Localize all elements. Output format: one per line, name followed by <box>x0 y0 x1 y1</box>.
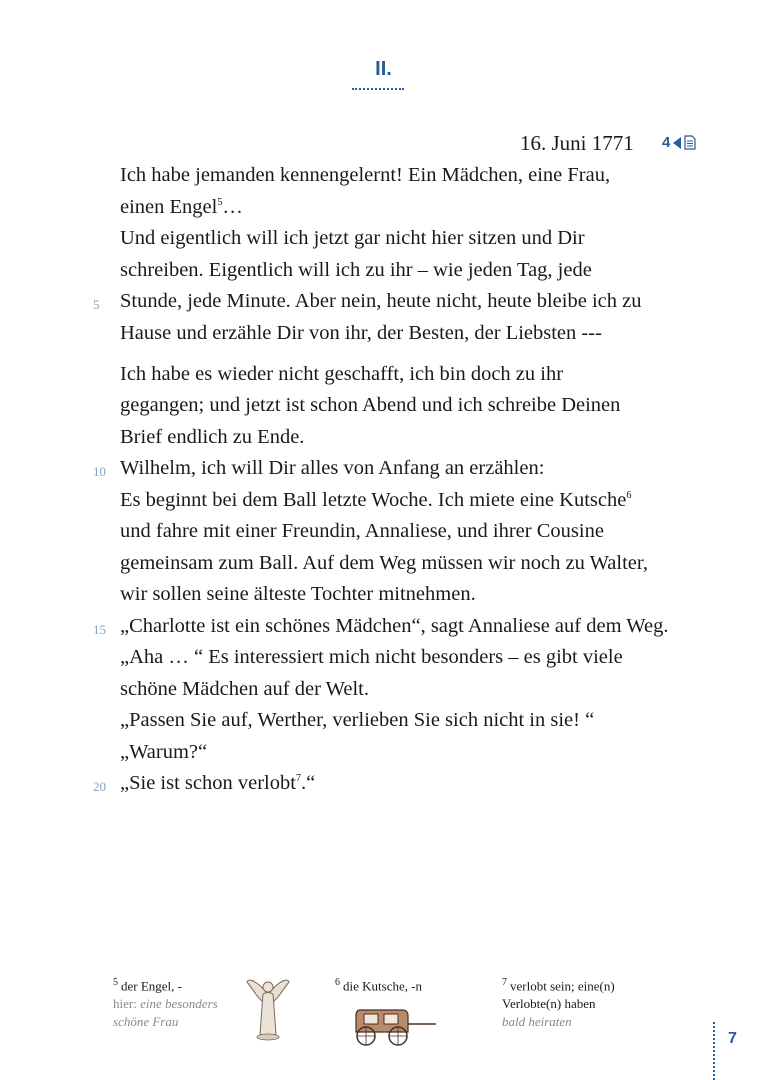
line-text: „Warum?“ <box>120 741 208 763</box>
line-text: „Aha … “ Es interessiert mich nicht besonders – es gibt viele <box>120 646 623 668</box>
document-icon <box>684 135 696 150</box>
line-text: wir sollen seine älteste Tochter mitnehmen. <box>120 583 476 605</box>
audio-track-marker[interactable] <box>662 134 696 151</box>
line-number: 10 <box>93 464 106 479</box>
footnote-ref[interactable]: 7 <box>295 773 301 785</box>
line-text: schöne Mädchen auf der Welt. <box>120 678 370 700</box>
gloss-meaning-2: schöne Frau <box>113 1014 179 1030</box>
gloss-meaning: eine besonders <box>140 996 218 1012</box>
track-number: 4 <box>662 134 671 151</box>
text-line <box>120 552 648 575</box>
text-line <box>120 489 631 512</box>
gloss-verlobt <box>502 974 652 1031</box>
line-number: 15 <box>93 622 106 637</box>
carriage-illustration <box>346 996 442 1048</box>
play-left-icon <box>673 137 681 149</box>
gloss-engel <box>113 974 263 1031</box>
footnote-ref[interactable]: 6 <box>626 490 632 502</box>
letter-date: 16. Juni 1771 <box>520 131 634 155</box>
footnote-ref[interactable]: 5 <box>217 197 223 209</box>
line-text-after: .“ <box>300 772 316 794</box>
gloss-number: 6 <box>335 977 340 988</box>
gloss-number: 5 <box>113 977 118 988</box>
text-line <box>120 741 207 764</box>
text-line <box>120 290 641 313</box>
text-line <box>120 772 315 795</box>
line-text: Und eigentlich will ich jetzt gar nicht hier sitzen und Dir <box>120 227 585 249</box>
text-line <box>120 457 544 480</box>
line-text: gegangen; und jetzt ist schon Abend und ich schreibe Deinen <box>120 394 621 416</box>
line-text-after: … <box>222 196 243 218</box>
text-line <box>120 709 594 732</box>
chapter-heading: II. <box>375 58 392 80</box>
text-line <box>120 520 604 543</box>
page-number: 7 <box>728 1030 737 1047</box>
page-number-divider <box>713 1022 715 1080</box>
line-number: 20 <box>93 779 106 794</box>
line-text: und fahre mit einer Freundin, Annaliese, und ihrer Cousine <box>120 520 604 542</box>
text-line <box>120 615 668 638</box>
text-line <box>120 196 243 219</box>
gloss-meaning: bald heiraten <box>502 1014 572 1030</box>
text-line <box>120 227 585 250</box>
line-text: gemeinsam zum Ball. Auf dem Weg müssen wir noch zu Walter, <box>120 552 649 574</box>
text-line <box>120 678 369 701</box>
text-line <box>120 583 476 606</box>
line-text: Brief endlich zu Ende. <box>120 426 305 448</box>
gloss-prefix: hier: <box>113 996 141 1012</box>
line-text: Hause und erzähle Dir von ihr, der Besten, der Liebsten --- <box>120 322 602 344</box>
line-text: Stunde, jede Minute. Aber nein, heute nicht, heute bleibe ich zu <box>120 290 642 312</box>
text-line <box>120 426 304 449</box>
gloss-term: der Engel, - <box>121 978 183 994</box>
gloss-kutsche <box>335 974 455 995</box>
line-text: Es beginnt bei dem Ball letzte Woche. Ich miete eine Kutsche <box>120 489 627 511</box>
line-text: Wilhelm, ich will Dir alles von Anfang an erzählen: <box>120 457 545 479</box>
line-text: Ich habe es wieder nicht geschafft, ich bin doch zu ihr <box>120 363 564 385</box>
gloss-term: verlobt sein; eine(n) <box>510 978 615 994</box>
gloss-number: 7 <box>502 977 507 988</box>
text-line <box>120 646 623 669</box>
chapter-divider <box>352 88 404 90</box>
text-line <box>120 164 610 187</box>
gloss-term-2: Verlobte(n) haben <box>502 996 596 1012</box>
text-line <box>120 394 620 417</box>
line-text: „Passen Sie auf, Werther, verlieben Sie sich nicht in sie! “ <box>120 709 595 731</box>
line-text: einen Engel <box>120 196 218 218</box>
line-text: „Charlotte ist ein schönes Mädchen“, sagt Annaliese auf dem Weg. <box>120 615 669 637</box>
gloss-term: die Kutsche, -n <box>343 978 423 994</box>
line-number: 5 <box>93 297 100 312</box>
line-text: Ich habe jemanden kennengelernt! Ein Mädchen, eine Frau, <box>120 164 611 186</box>
angel-illustration <box>246 974 290 1042</box>
text-line <box>120 322 602 345</box>
text-line <box>120 363 563 386</box>
line-text: „Sie ist schon verlobt <box>120 772 296 794</box>
text-line <box>120 259 592 282</box>
line-text: schreiben. Eigentlich will ich zu ihr – wie jeden Tag, jede <box>120 259 592 281</box>
